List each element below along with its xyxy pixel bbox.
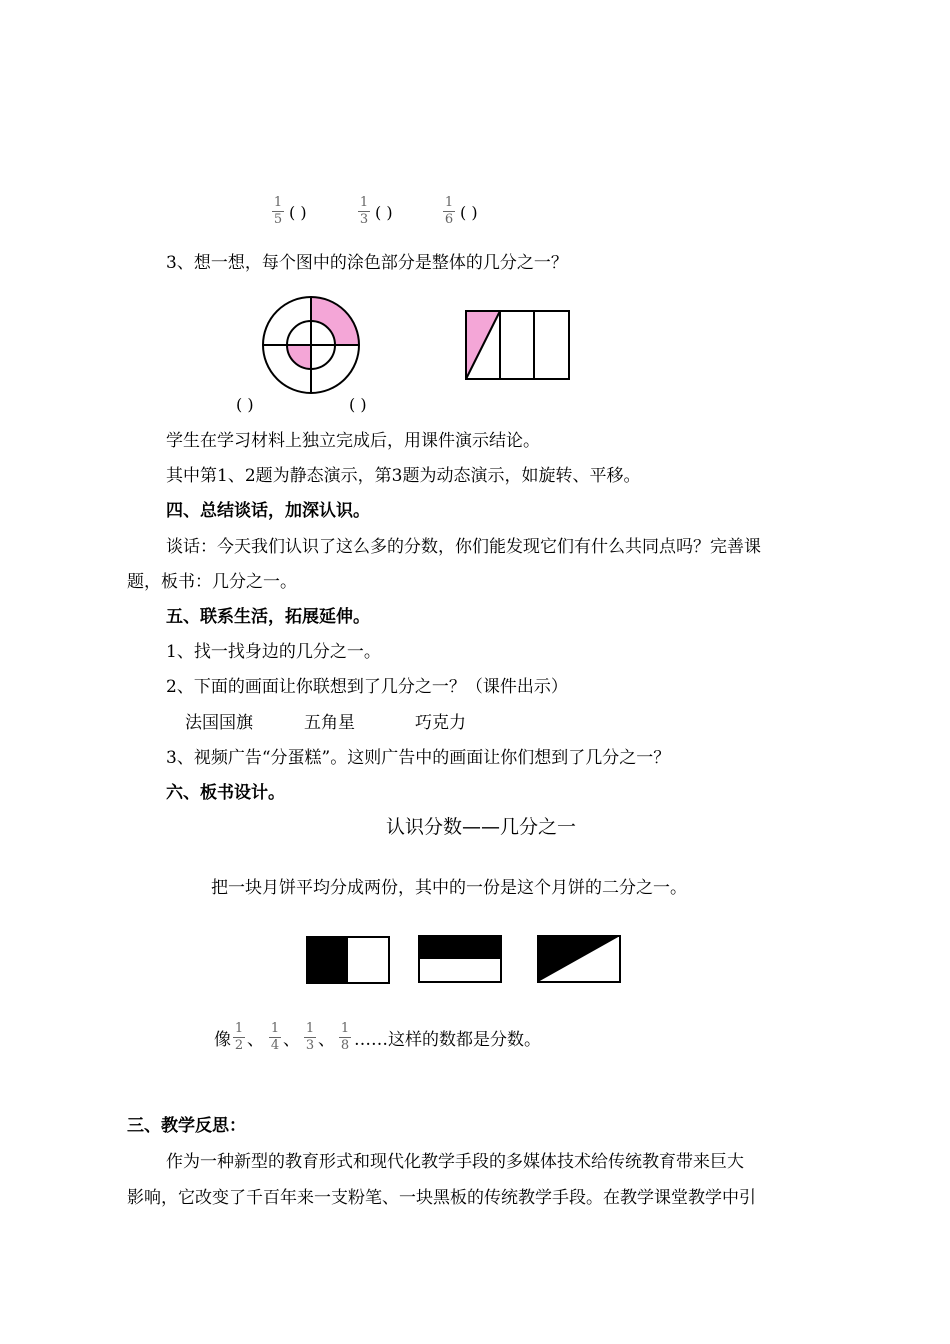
- board-title: 认识分数——几分之一: [386, 816, 577, 838]
- section-heading-3: 三、教学反思：: [127, 1116, 246, 1136]
- separator: 、: [318, 1030, 335, 1050]
- example-item: 五角星: [304, 713, 355, 733]
- paragraph: 谈话：今天我们认识了这么多的分数，你们能发现它们有什么共同点吗？完善课: [166, 537, 761, 557]
- section-heading-6: 六、板书设计。: [166, 783, 285, 803]
- black-triangle: [538, 936, 620, 982]
- numerator: 1: [359, 195, 369, 210]
- circle-figure: [261, 295, 361, 395]
- separator: 、: [247, 1030, 264, 1050]
- denominator: 8: [340, 1038, 350, 1053]
- question-3: 3、想一想，每个图中的涂色部分是整体的几分之一？: [166, 253, 568, 273]
- denominator: 4: [270, 1038, 280, 1053]
- answer-blank: ( ): [289, 203, 307, 222]
- numerator: 1: [444, 195, 454, 210]
- black-half: [307, 937, 348, 983]
- board-sentence: 把一块月饼平均分成两份，其中的一份是这个月饼的二分之一。: [211, 878, 687, 898]
- example-item: 巧克力: [415, 713, 466, 733]
- answer-blank: ( ): [460, 203, 478, 222]
- board-like-suffix: ……这样的数都是分数。: [354, 1030, 541, 1050]
- numerator: 1: [305, 1021, 315, 1036]
- answer-blank-rectangle: ( ): [349, 395, 367, 414]
- list-item: 3、视频广告“分蛋糕”。这则广告中的画面让你们想到了几分之一？: [166, 748, 671, 768]
- fraction-one-quarter: [269, 1022, 281, 1053]
- numerator: 1: [273, 195, 283, 210]
- denominator: 3: [305, 1038, 315, 1053]
- denominator: 6: [444, 212, 454, 227]
- answer-blank: ( ): [375, 203, 393, 222]
- paragraph: 其中第1、2题为静态演示，第3题为动态演示，如旋转、平移。: [166, 466, 641, 486]
- numerator: 1: [234, 1021, 244, 1036]
- list-item: 1、找一找身边的几分之一。: [166, 642, 381, 662]
- fraction-one-sixth: [443, 196, 455, 227]
- section-heading-5: 五、联系生活，拓展延伸。: [166, 607, 370, 627]
- reflection-paragraph: 影响，它改变了千百年来一支粉笔、一块黑板的传统教学手段。在教学课堂教学中引: [127, 1188, 756, 1208]
- denominator: 2: [234, 1038, 244, 1053]
- paragraph: 学生在学习材料上独立完成后，用课件演示结论。: [166, 431, 540, 451]
- paragraph: 题，板书：几分之一。: [127, 572, 297, 592]
- half-rect-horizontal: [418, 935, 502, 983]
- section-heading-4: 四、总结谈话，加深认识。: [166, 501, 370, 521]
- half-rect-vertical: [306, 936, 390, 984]
- rectangle-figure: [465, 310, 571, 380]
- fraction-one-fifth: [272, 196, 284, 227]
- separator: 、: [283, 1030, 300, 1050]
- fraction-one-third-b: [304, 1022, 316, 1053]
- fraction-one-half: [233, 1022, 245, 1053]
- black-half: [419, 936, 501, 959]
- fraction-one-eighth: [339, 1022, 351, 1053]
- denominator: 3: [359, 212, 369, 227]
- board-like-prefix: 像: [214, 1030, 231, 1050]
- numerator: 1: [340, 1021, 350, 1036]
- numerator: 1: [270, 1021, 280, 1036]
- example-item: 法国国旗: [185, 713, 253, 733]
- list-item: 2、下面的画面让你联想到了几分之一？（课件出示）: [166, 677, 568, 697]
- half-rect-diagonal: [537, 935, 621, 983]
- fraction-one-third: [358, 196, 370, 227]
- answer-blank-circle: ( ): [236, 395, 254, 414]
- denominator: 5: [273, 212, 283, 227]
- reflection-paragraph: 作为一种新型的教育形式和现代化教学手段的多媒体技术给传统教育带来巨大: [166, 1152, 744, 1172]
